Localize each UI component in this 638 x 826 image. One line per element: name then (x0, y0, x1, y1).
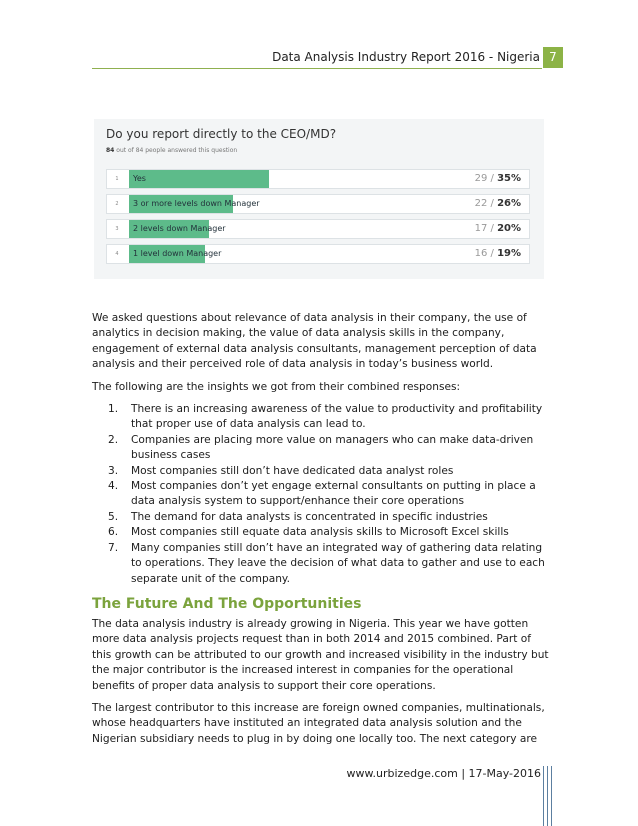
insights-list (92, 402, 552, 587)
list-number: 4. (108, 480, 119, 493)
report-body (92, 311, 552, 587)
page-footer: www.urbizedge.com | 17-May-2016 (346, 767, 541, 780)
section-paragraph: The data analysis industry is already growing in Nigeria. This year we have gotten more data analysis projects request than in both 2014 and 2015 combined. Part of this growth can be attributed to our growth and increased visibility in the industry but the major contributor is the increased interest in companies for the operational benefits of proper data analysis to support their core operations. (92, 618, 549, 692)
row-percent: 19% (497, 248, 521, 259)
list-text: Most companies still equate data analysis skills to Microsoft Excel skills (131, 526, 509, 539)
footer-rule-lines (543, 766, 555, 826)
row-stat (475, 245, 521, 263)
section-heading: The Future And The Opportunities (92, 596, 362, 612)
row-label: 1 level down Manager (133, 249, 222, 258)
survey-row (106, 244, 530, 264)
answered-count: 84 (106, 147, 115, 154)
row-percent: 26% (497, 198, 521, 209)
survey-row (106, 219, 530, 239)
row-percent: 35% (497, 173, 521, 184)
row-count: 29 / (474, 173, 498, 184)
row-label: Yes (133, 174, 146, 183)
section-body (92, 617, 552, 754)
row-number: 2 (115, 201, 119, 207)
survey-answered-count (106, 147, 237, 154)
report-title: Data Analysis Industry Report 2016 - Nigeria (272, 50, 540, 64)
row-percent: 20% (497, 223, 521, 234)
row-count: 17 / (474, 223, 498, 234)
list-item (92, 433, 552, 464)
row-stat (475, 220, 521, 238)
row-number: 1 (115, 176, 119, 182)
row-number: 4 (115, 251, 119, 257)
list-number: 3. (108, 464, 119, 477)
list-item (92, 479, 552, 510)
row-count: 22 / (474, 198, 498, 209)
list-text: Most companies still don’t have dedicated data analyst roles (131, 464, 454, 477)
survey-row (106, 194, 530, 214)
list-number: 1. (108, 403, 119, 416)
intro-paragraph: We asked questions about relevance of data analysis in their company, the use of analytics in decision making, the value of data analysis skills in the company, engagement of external data analysis consultants, management perception of data analysis and their perceived role of data analysis in today’s business world. (92, 312, 537, 371)
list-number: 7. (108, 541, 119, 554)
list-text: There is an increasing awareness of the value to productivity and profitability that proper use of data analysis can lead to. (131, 403, 543, 431)
list-text: Most companies don’t yet engage external consultants on putting in place a data analysis system to support/enhance their core operations (131, 480, 536, 508)
row-stat (475, 170, 521, 188)
row-count: 16 / (474, 248, 498, 259)
list-number: 6. (108, 526, 119, 539)
list-text: The demand for data analysts is concentrated in specific industries (131, 510, 488, 523)
list-text: Many companies still don’t have an integrated way of gathering data relating to operations. They leave the decision of what data to gather and use to each separate unit of the company. (131, 541, 545, 585)
survey-row (106, 169, 530, 189)
list-item (92, 464, 552, 479)
row-label: 2 levels down Manager (133, 224, 226, 233)
row-stat (475, 195, 521, 213)
row-label: 3 or more levels down Manager (133, 199, 260, 208)
list-number: 5. (108, 510, 119, 523)
header-rule (92, 68, 542, 69)
row-bar (129, 170, 269, 188)
answered-text: out of 84 people answered this question (114, 147, 238, 154)
list-item (92, 510, 552, 525)
list-text: Companies are placing more value on managers who can make data-driven business cases (131, 433, 534, 462)
survey-question: Do you report directly to the CEO/MD? (106, 127, 337, 141)
row-number: 3 (115, 226, 119, 232)
section-paragraph: The largest contributor to this increase are foreign owned companies, multinationals, whose headquarters have instituted an integrated data analysis solution and the Nigerian subsidiary needs to plug in by doing one locally too. The next category are (92, 702, 545, 745)
list-item (92, 525, 552, 540)
list-number: 2. (108, 433, 119, 446)
page-number-badge: 7 (543, 47, 563, 68)
page-header (0, 0, 638, 74)
list-item (92, 402, 552, 433)
list-item (92, 541, 552, 587)
insights-intro: The following are the insights we got from their combined responses: (92, 380, 461, 393)
survey-result-figure (94, 119, 544, 279)
